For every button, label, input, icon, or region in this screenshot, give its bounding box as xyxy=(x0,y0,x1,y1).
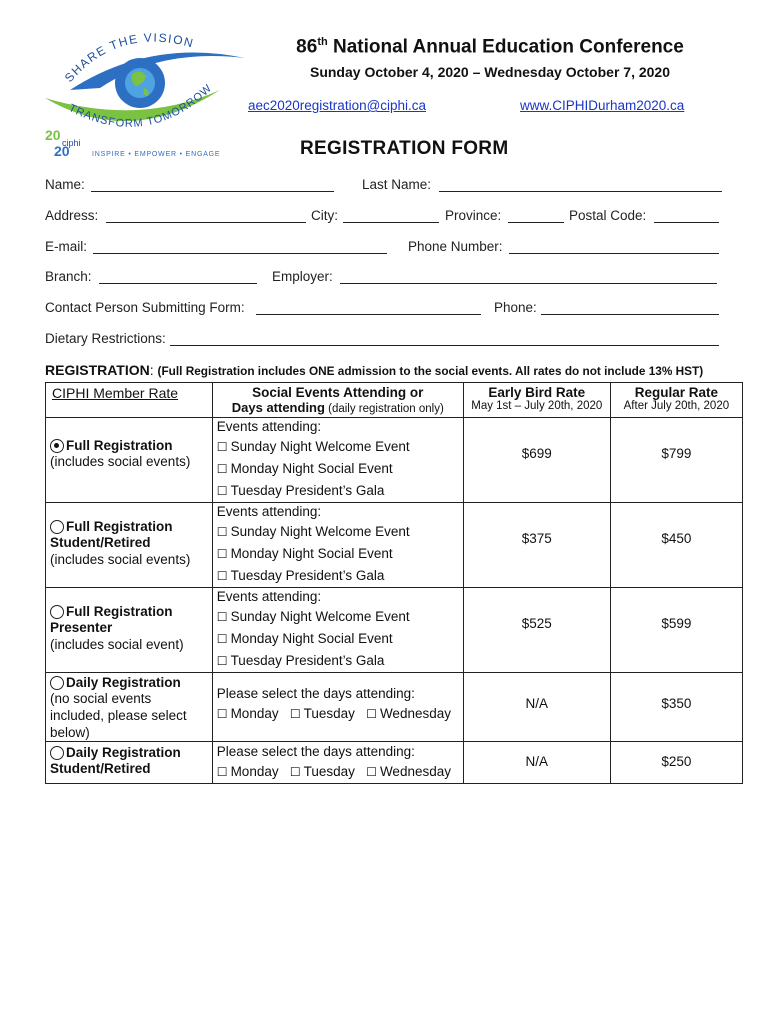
checkbox-icon[interactable]: ☐ xyxy=(216,525,228,539)
checkbox-icon[interactable]: ☐ xyxy=(216,654,228,668)
option-cell xyxy=(46,418,213,503)
option-name: Daily Registration xyxy=(66,675,181,690)
day-tuesday-option[interactable] xyxy=(290,764,355,779)
option-cell xyxy=(46,503,213,588)
name-label: Name: xyxy=(45,177,85,192)
address-label: Address: xyxy=(45,208,99,223)
early-bird-header-main: Early Bird Rate xyxy=(488,385,586,400)
event-label: Tuesday President’s Gala xyxy=(230,483,385,498)
day-label: Wednesday xyxy=(379,706,451,721)
social-events-header-sub-bold: Days attending xyxy=(231,400,325,415)
event-label: Monday Night Social Event xyxy=(230,546,393,561)
phone-label: Phone: xyxy=(494,300,537,315)
day-label: Monday xyxy=(230,706,279,721)
day-wednesday-option[interactable] xyxy=(366,764,451,779)
checkbox-icon[interactable]: ☐ xyxy=(216,484,228,498)
day-label: Monday xyxy=(230,764,279,779)
form-title: REGISTRATION FORM xyxy=(300,138,509,159)
title-number: 86 xyxy=(296,36,318,58)
logo-badge-top: 20 xyxy=(45,127,61,143)
early-bird-header-sub: May 1st – July 20th, 2020 xyxy=(471,400,603,412)
employer-field[interactable] xyxy=(340,283,717,284)
contact-person-field[interactable] xyxy=(256,314,481,315)
checkbox-icon[interactable]: ☐ xyxy=(216,610,228,624)
day-monday-option[interactable] xyxy=(217,706,279,721)
checkbox-icon[interactable]: ☐ xyxy=(216,765,228,779)
province-field[interactable] xyxy=(508,222,564,223)
logo-badge-bottom: 20 xyxy=(54,143,70,159)
days-cell xyxy=(212,742,463,784)
early-bird-price: $525 xyxy=(463,588,610,673)
option-cell xyxy=(46,673,213,742)
regular-price: $599 xyxy=(610,588,742,673)
regular-rate-header-main: Regular Rate xyxy=(634,385,719,400)
checkbox-icon[interactable]: ☐ xyxy=(366,765,377,779)
event-sunday-option[interactable] xyxy=(217,436,459,458)
day-wednesday-option[interactable] xyxy=(366,706,451,721)
member-rate-header: CIPHI Member Rate xyxy=(46,383,213,418)
early-bird-price: $699 xyxy=(463,418,610,503)
event-tuesday-option[interactable] xyxy=(217,650,459,672)
regular-price: $450 xyxy=(610,503,742,588)
regular-price: $250 xyxy=(610,742,742,784)
option-sub: Student/Retired xyxy=(50,535,151,550)
event-sunday-option[interactable] xyxy=(217,521,459,543)
days-options xyxy=(217,703,459,725)
title-suffix: th xyxy=(317,36,328,48)
table-row xyxy=(46,742,743,784)
early-bird-header xyxy=(463,383,610,418)
phone-field[interactable] xyxy=(541,314,719,315)
contact-person-label: Contact Person Submitting Form: xyxy=(45,300,245,315)
dietary-field[interactable] xyxy=(170,345,719,346)
full-registration-student-radio[interactable] xyxy=(50,520,64,534)
checkbox-icon[interactable]: ☐ xyxy=(289,765,301,779)
postal-code-label: Postal Code: xyxy=(569,208,647,223)
table-row xyxy=(46,673,743,742)
option-sub: below) xyxy=(50,725,90,740)
address-field[interactable] xyxy=(106,222,306,223)
name-field[interactable] xyxy=(91,191,334,192)
table-row xyxy=(46,588,743,673)
option-sub: (no social events xyxy=(50,691,152,706)
logo-tagline: INSPIRE • EMPOWER • ENGAGE xyxy=(92,151,221,158)
city-label: City: xyxy=(311,208,338,223)
daily-registration-radio[interactable] xyxy=(50,676,64,690)
full-registration-radio[interactable] xyxy=(50,439,64,453)
checkbox-icon[interactable]: ☐ xyxy=(289,707,301,721)
checkbox-icon[interactable]: ☐ xyxy=(216,632,228,646)
dietary-label: Dietary Restrictions: xyxy=(45,331,166,346)
event-tuesday-option[interactable] xyxy=(217,565,459,587)
social-events-header-main: Social Events Attending or xyxy=(252,385,424,400)
option-name: Full Registration xyxy=(66,604,173,619)
registration-title: REGISTRATION xyxy=(45,362,150,378)
day-monday-option[interactable] xyxy=(217,764,279,779)
registration-table xyxy=(45,382,743,784)
checkbox-icon[interactable]: ☐ xyxy=(216,707,228,721)
events-label: Events attending: xyxy=(216,504,322,519)
regular-rate-header-sub: After July 20th, 2020 xyxy=(623,400,730,412)
website-link[interactable]: www.CIPHIDurham2020.ca xyxy=(520,98,685,113)
days-options xyxy=(217,761,459,783)
registration-note: (Full Registration includes ONE admission to the social events. All rates do not include 13% HST) xyxy=(157,364,704,378)
event-monday-option[interactable] xyxy=(217,458,459,480)
option-sub: Presenter xyxy=(50,620,113,635)
option-name: Full Registration xyxy=(66,519,173,534)
checkbox-icon[interactable]: ☐ xyxy=(216,569,228,583)
events-cell xyxy=(212,418,463,503)
conference-dates: Sunday October 4, 2020 – Wednesday October 7, 2020 xyxy=(309,64,670,80)
branch-field[interactable] xyxy=(99,283,257,284)
phone-number-field[interactable] xyxy=(509,253,719,254)
registration-email-link[interactable]: aec2020registration@ciphi.ca xyxy=(248,98,427,113)
city-field[interactable] xyxy=(343,222,439,223)
days-cell xyxy=(212,673,463,742)
table-header-row xyxy=(46,383,743,418)
day-label: Tuesday xyxy=(303,764,355,779)
postal-code-field[interactable] xyxy=(654,222,719,223)
social-events-header-sub-note: (daily registration only) xyxy=(324,403,444,415)
days-label: Please select the days attending: xyxy=(216,744,415,759)
table-row xyxy=(46,503,743,588)
phone-number-label: Phone Number: xyxy=(408,239,503,254)
conference-title xyxy=(255,36,725,58)
email-field[interactable] xyxy=(93,253,387,254)
regular-rate-header xyxy=(610,383,742,418)
checkbox-icon[interactable]: ☐ xyxy=(366,707,377,721)
option-cell xyxy=(46,742,213,784)
event-label: Monday Night Social Event xyxy=(230,461,393,476)
last-name-field[interactable] xyxy=(439,191,722,192)
option-sub: (includes social events) xyxy=(50,552,191,567)
branch-label: Branch: xyxy=(45,269,92,284)
conference-logo xyxy=(40,28,250,163)
registration-colon: : xyxy=(149,362,158,378)
regular-price: $350 xyxy=(610,673,742,742)
logo-arc-bottom-text: TRANSFORM TOMORROW xyxy=(66,82,215,130)
option-cell xyxy=(46,588,213,673)
option-sub: (includes social events) xyxy=(50,454,191,469)
event-label: Sunday Night Welcome Event xyxy=(230,524,410,539)
event-label: Sunday Night Welcome Event xyxy=(230,439,410,454)
checkbox-icon[interactable]: ☐ xyxy=(216,440,228,454)
option-sub: included, please select xyxy=(50,708,187,723)
day-label: Wednesday xyxy=(379,764,451,779)
province-label: Province: xyxy=(445,208,502,223)
option-sub: Student/Retired xyxy=(50,761,151,776)
logo-badge-brand: ciphi xyxy=(62,138,81,148)
event-sunday-option[interactable] xyxy=(217,606,459,628)
email-label: E-mail: xyxy=(45,239,88,254)
event-label: Tuesday President’s Gala xyxy=(230,653,385,668)
events-label: Events attending: xyxy=(216,589,322,604)
early-bird-price: $375 xyxy=(463,503,610,588)
event-monday-option[interactable] xyxy=(217,543,459,565)
event-label: Tuesday President’s Gala xyxy=(230,568,385,583)
registration-heading xyxy=(45,362,703,378)
events-cell xyxy=(212,503,463,588)
checkbox-icon[interactable]: ☐ xyxy=(216,547,228,561)
full-registration-presenter-radio[interactable] xyxy=(50,605,64,619)
checkbox-icon[interactable]: ☐ xyxy=(216,462,228,476)
event-tuesday-option[interactable] xyxy=(217,480,459,502)
days-label: Please select the days attending: xyxy=(216,686,415,701)
day-tuesday-option[interactable] xyxy=(290,706,355,721)
event-monday-option[interactable] xyxy=(217,628,459,650)
option-name: Daily Registration xyxy=(66,745,181,760)
event-label: Monday Night Social Event xyxy=(230,631,393,646)
last-name-label: Last Name: xyxy=(362,177,432,192)
title-text: National Annual Education Conference xyxy=(327,36,684,58)
social-events-header xyxy=(212,383,463,418)
regular-price: $799 xyxy=(610,418,742,503)
daily-registration-student-radio[interactable] xyxy=(50,746,64,760)
events-cell xyxy=(212,588,463,673)
table-row xyxy=(46,418,743,503)
employer-label: Employer: xyxy=(272,269,333,284)
events-label: Events attending: xyxy=(216,419,322,434)
early-bird-price: N/A xyxy=(463,673,610,742)
option-name: Full Registration xyxy=(66,438,173,453)
early-bird-price: N/A xyxy=(463,742,610,784)
event-label: Sunday Night Welcome Event xyxy=(230,609,410,624)
option-sub: (includes social event) xyxy=(50,637,184,652)
day-label: Tuesday xyxy=(303,706,355,721)
logo-arc-top-text: SHARE THE VISION xyxy=(61,30,196,85)
